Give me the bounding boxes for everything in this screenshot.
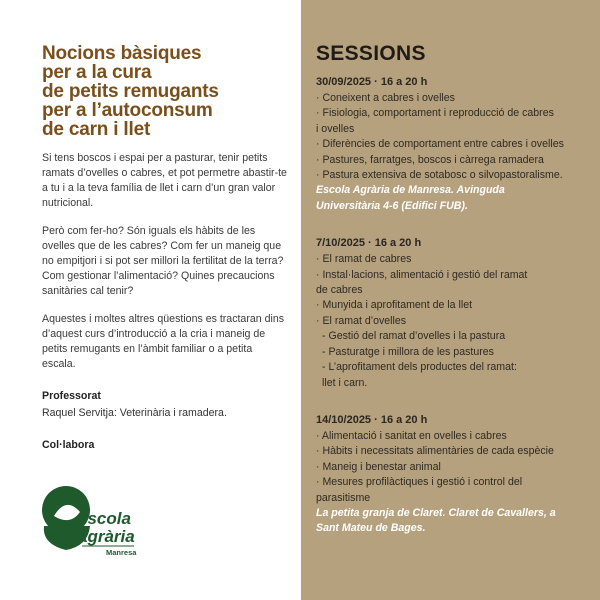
professor-value: Raquel Servitja: Veterinària i ramadera.: [42, 407, 227, 419]
questions-paragraph: Però com fer-ho? Són iguals els hàbits de les ovelles que de les cabres? Com fer un maneig que no empitjori i si pot ser millori la fertilitat de la terra? Com gestionar l’alimentació? Quines precaucions sanitàries cal tenir?: [42, 225, 284, 297]
title-line: Nocions bàsiques: [42, 43, 202, 64]
professor-label: Professorat: [42, 390, 101, 402]
title-line: per a la cura: [42, 62, 152, 83]
session-location: Sant Mateu de Bages.: [316, 522, 426, 535]
session-subitem: llet i carn.: [322, 376, 368, 389]
session-subitem: - Pasturatge i millora de les pastures: [322, 345, 494, 358]
logo-text-escola: escola: [78, 509, 131, 528]
session-2: [316, 236, 590, 391]
session-date: 14/10/2025 · 16 a 20 h: [316, 413, 428, 426]
session-date: 30/09/2025 · 16 a 20 h: [316, 76, 428, 88]
session-item: · Pastura extensiva de sotabosc o silvopastoralisme.: [316, 169, 563, 182]
session-item: · Coneixent a cabres i ovelles: [316, 92, 455, 104]
logo-text-agraria: agrària: [78, 527, 135, 546]
session-item: · Alimentació i sanitat en ovelles i cabres: [316, 429, 507, 442]
session-location: Escola Agrària de Manresa. Avinguda: [316, 184, 505, 197]
title-line: de carn i llet: [42, 119, 151, 140]
title-line: de petits remugants: [42, 81, 219, 102]
session-location: Universitària 4-6 (Edifici FUB).: [316, 199, 468, 212]
session-item: · Instal·lacions, alimentació i gestió del ramat: [316, 268, 528, 281]
sessions-title: SESSIONS: [316, 42, 426, 65]
session-item: parasitisme: [316, 491, 371, 504]
session-item: · Mesures profilàctiques i gestió i control del: [316, 476, 523, 489]
session-item: · Hàbits i necessitats alimentàries de cada espècie: [316, 445, 554, 458]
session-subitem: - Gestió del ramat d’ovelles i la pastura: [322, 330, 506, 343]
intro-paragraph: Si tens boscos i espai per a pasturar, tenir petits ramats d’ovelles o cabres, et pot permetre abastir-te a tu i a la teva família de llet i carn d’un gran valor nutricional.: [42, 152, 287, 209]
collabora-label: Col·labora: [42, 439, 95, 451]
title-line: per a l’autoconsum: [42, 100, 213, 121]
logo-text-manresa: Manresa: [106, 548, 137, 557]
session-1: [316, 75, 590, 214]
session-item: · Diferències de comportament entre cabres i ovelles: [316, 138, 564, 151]
session-item: · Maneig i benestar animal: [316, 460, 441, 473]
session-item: · El ramat de cabres: [316, 253, 412, 266]
session-item: de cabres: [316, 284, 363, 297]
session-3: [316, 413, 590, 537]
session-location: La petita granja de Claret. Claret de Cavallers, a: [316, 506, 556, 519]
escola-agraria-logo: [42, 486, 152, 558]
session-date: 7/10/2025 · 16 a 20 h: [316, 237, 422, 250]
session-item: · Fisiologia, comportament i reproducció de cabres: [316, 107, 554, 120]
course-title: [42, 44, 287, 139]
session-subitem: - L’aprofitament dels productes del ramat:: [322, 361, 517, 374]
session-item: · El ramat d’ovelles: [316, 314, 407, 327]
right-panel: [301, 0, 600, 600]
session-item: i ovelles: [316, 122, 355, 135]
course-paragraph: Aquestes i moltes altres qüestions es tractaran dins d’aquest curs d’introducció a la cria i maneig de petits remugants en l’àmbit familiar o a petita escala.: [42, 313, 285, 370]
session-item: · Munyida i aprofitament de la llet: [316, 299, 473, 312]
session-item: · Pastures, farratges, boscos i càrrega ramadera: [316, 153, 544, 166]
